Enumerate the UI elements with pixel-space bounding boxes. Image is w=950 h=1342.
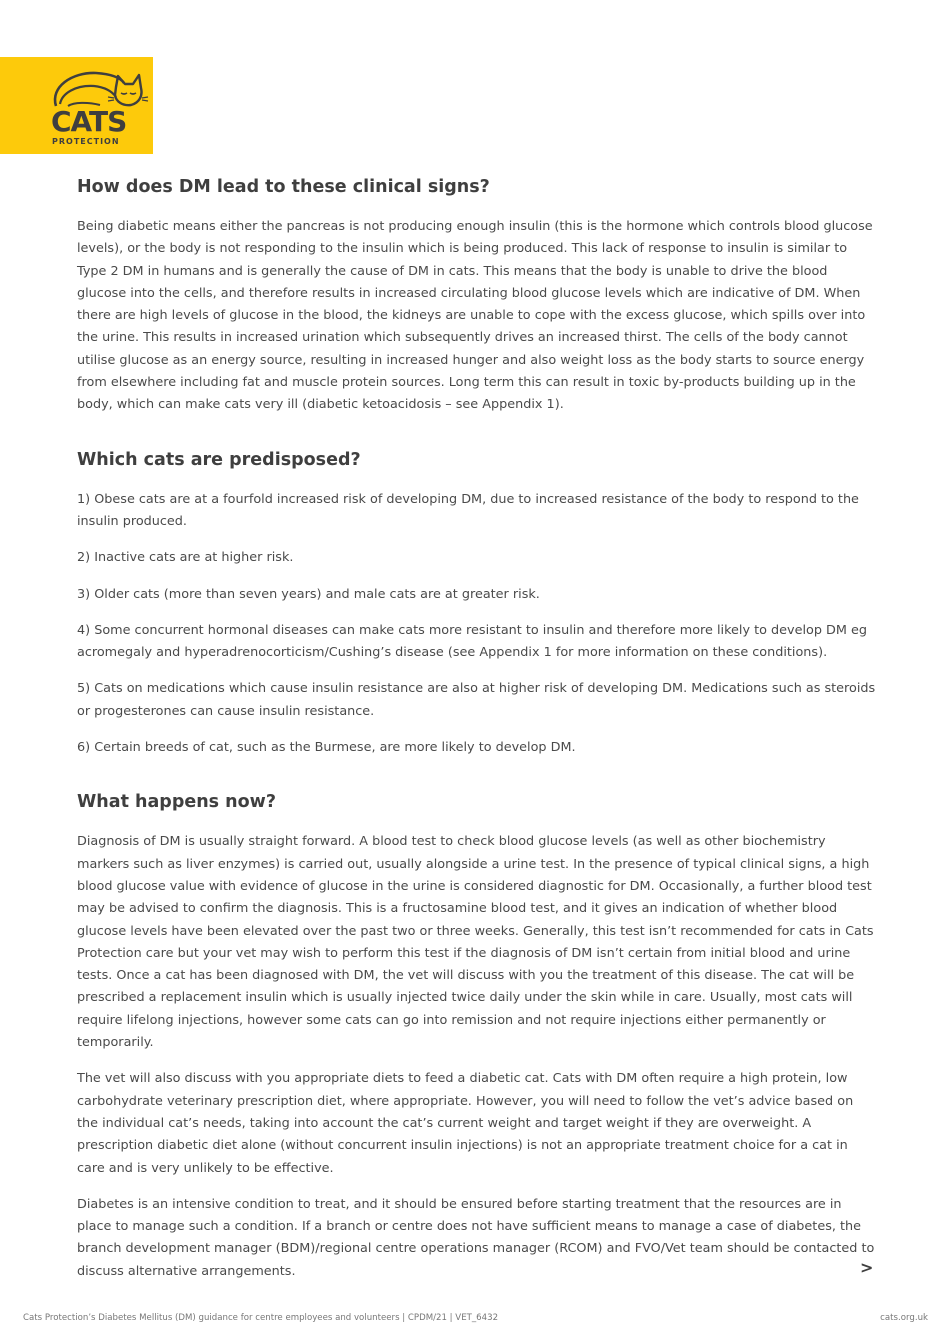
section-heading-clinical-signs: How does DM lead to these clinical signs? — [77, 177, 490, 197]
section-heading-predisposed: Which cats are predisposed? — [77, 449, 361, 470]
paragraph-clinical-signs: Being diabetic means either the pancreas is not producing enough insulin (this is the hormone which controls blood glucose levels), or the body is not responding to the insulin which is being produced. This lack of response to insulin is similar to Type 2 DM in humans and is generally the cause of DM in cats. This means that the body is unable to drive the blood glucose into the cells, and therefore results in increased circulating blood glucose levels which are indicative of DM. When there are high levels of glucose in the blood, the kidneys are unable to cope with the excess glucose, which spills over into the urine. This results in increased urination which subsequently drives an increased thirst. The cells of the body cannot utilise glucose as an energy source, resulting in increased hunger and also weight loss as the body starts to source energy from elsewhere including fat and muscle protein sources. Long term this can result in toxic by-products building up in the body, which can make cats very ill (diabetic ketoacidosis – see Appendix 1). — [77, 219, 873, 413]
list-item-predisposed-2: 2) Inactive cats are at higher risk. — [77, 550, 294, 566]
footer-document-reference: Cats Protection’s Diabetes Mellitus (DM) guidance for centre employees and volunteers | CPDM/21 | VET_6432 — [23, 1313, 499, 1323]
paragraph-diagnosis: Diagnosis of DM is usually straight forward. A blood test to check blood glucose levels (as well as other biochemistry markers such as liver enzymes) is carried out, usually alongside a urine test. In the presence of typical clinical signs, a high blood glucose value with evidence of glucose in the urine is considered diagnostic for DM. Occasionally, a further blood test may be advised to confirm the diagnosis. This is a fructosamine blood test, and it gives an indication of whether blood glucose levels have been elevated over the past two or three weeks. Generally, this test isn’t recommended for cats in Cats Protection care but your vet may wish to perform this test if the diagnosis of DM isn’t certain from initial blood and urine tests. Once a cat has been diagnosed with DM, the vet will discuss with you the treatment of this disease. The cat will be prescribed a replacement insulin which is usually injected twice daily under the skin while in care. Usually, most cats will require lifelong injections, however some cats can go into remission and not require injections either permanently or temporarily. — [77, 834, 874, 1051]
logo-brand-text: CATS — [51, 105, 127, 138]
footer-website-link[interactable]: cats.org.uk — [880, 1313, 928, 1323]
list-item-predisposed-5: 5) Cats on medications which cause insulin resistance are also at higher risk of developing DM. Medications such as steroids or progesterones can cause insulin resistance. — [77, 681, 876, 719]
next-page-arrow-icon[interactable]: > — [860, 1258, 874, 1277]
cats-protection-logo — [0, 57, 153, 154]
paragraph-resources: Diabetes is an intensive condition to treat, and it should be ensured before starting treatment that the resources are in place to manage such a condition. If a branch or centre does not have sufficient means to manage a case of diabetes, the branch development manager (BDM)/regional centre operations manager (RCOM) and FVO/Vet team should be contacted to discuss alternative arrangements. — [77, 1196, 875, 1279]
list-item-predisposed-1: 1) Obese cats are at a fourfold increased risk of developing DM, due to increased resistance of the body to respond to the insulin produced. — [77, 491, 859, 529]
section-heading-what-happens-now: What happens now? — [77, 792, 276, 813]
list-item-predisposed-6: 6) Certain breeds of cat, such as the Burmese, are more likely to develop DM. — [77, 740, 576, 756]
logo-subtitle: PROTECTION — [52, 137, 120, 146]
list-item-predisposed-4: 4) Some concurrent hormonal diseases can make cats more resistant to insulin and therefore more likely to develop DM eg acromegaly and hyperadrenocorticism/Cushing’s disease (see Appendix 1 for more information on these conditions). — [77, 622, 867, 661]
document-body — [77, 174, 877, 1283]
paragraph-diet: The vet will also discuss with you appropriate diets to feed a diabetic cat. Cats with DM often require a high protein, low carbohydrate veterinary prescription diet, where appropriate. However, you will need to follow the vet’s advice based on the individual cat’s needs, taking into account the cat’s current weight and target weight if they are overweight. A prescription diabetic diet alone (without concurrent insulin injections) is not an appropriate treatment choice for a cat in care and is very unlikely to be effective. — [77, 1071, 854, 1176]
list-item-predisposed-3: 3) Older cats (more than seven years) and male cats are at greater risk. — [77, 586, 540, 602]
